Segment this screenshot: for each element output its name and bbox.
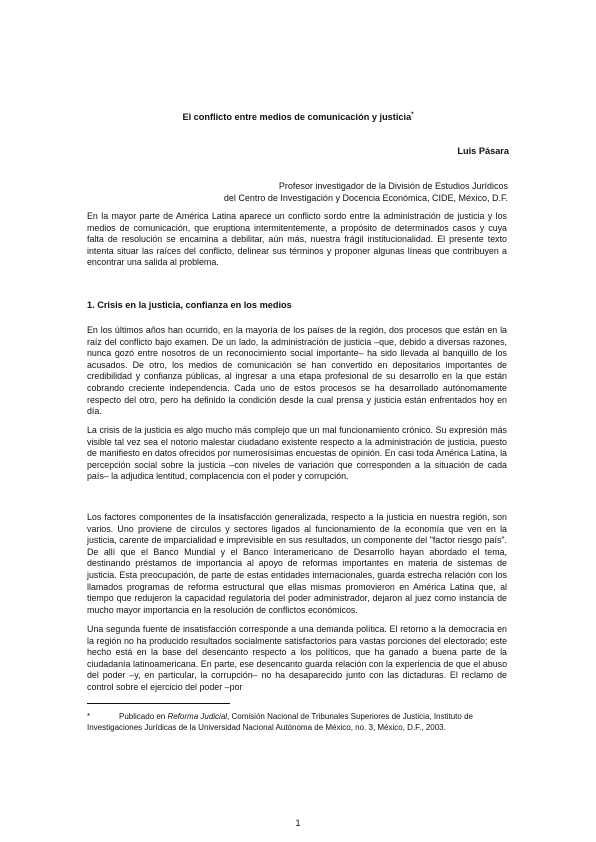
body-paragraph: Los factores componentes de la insatisfacción generalizada, respecto a la justicia en nuestra región, son varios. Uno proviene de círculos y sectores ligados al funcionamiento de la economía que ven en la justicia, carente de imparcialidad e imprevisible en sus resultados, un componente del "factor riesgo país". De allí que el Banco Mundial y el Banco Interamericano de Desarrollo hayan abordado el tema, destinando préstamos de importancia al apoyo de reformas importantes en materia de sistemas de justicia. Esta preocupación, de parte de estas entidades internacionales, guarda estrecha relación con los llamados programas de reforma estructural que ellas mismas promovieron en América Latina que, al tiempo que redujeron la capacidad regulatoria del poder administrador, dejaron al juez como instancia de mucho mayor importancia en la resolución de conflictos económicos. — [87, 512, 507, 615]
footnote-journal: Reforma Judicial — [167, 712, 228, 721]
article-title — [0, 112, 596, 122]
title-footnote-marker: * — [411, 111, 414, 118]
section-heading: 1. Crisis en la justicia, confianza en los medios — [87, 300, 292, 310]
title-text: El conflicto entre medios de comunicación y justicia — [182, 112, 412, 122]
page-number: 1 — [295, 818, 301, 828]
affiliation-line: del Centro de Investigación y Docencia Económica, CIDE, México, D.F. — [223, 193, 508, 203]
body-paragraph: La crisis de la justicia es algo mucho más complejo que un mal funcionamiento crónico. Su expresión más visible tal vez sea el notorio malestar ciudadano existente respecto a la administración de justicia, puesto de manifiesto en datos ofrecidos por numerosísimas encuestas de opinión. En casi toda América Latina, la percepción social sobre la justicia –con niveles de variación que corresponden a la situación de cada país– la adjudica lentitud, complacencia con el poder y corrupción. — [87, 425, 507, 482]
footnote-prefix: Publicado en — [119, 712, 168, 721]
footnote-separator — [87, 703, 230, 704]
footnote-rest: , Comisión Nacional de Tribunales Superiores de Justicia, Instituto de Investigaciones Jurídicas de la Universidad Nacional Autónoma de México, no. 3, México, D.F., 2003. — [87, 712, 473, 732]
footnote-marker: * — [87, 712, 91, 721]
author-affiliation — [108, 180, 508, 204]
affiliation-line: Profesor investigador de la División de Estudios Jurídicos — [278, 181, 508, 191]
body-paragraph: Una segunda fuente de insatisfacción corresponde a una demanda política. El retorno a la democracia en la región no ha producido resultados socialmente satisfactorios para vastas porciones del electorado; este hecho está en la base del desencanto respecto a los políticos, que ha ganado a buena parte de la ciudadanía latinoamericana. En parte, ese desencanto guarda relación con la experiencia de que el abuso del poder –y, en particular, la corrupción– no ha desaparecido junto con las dictaduras. El reclamo de control sobre el ejercicio del poder –por — [87, 624, 507, 692]
footnote — [87, 712, 507, 733]
abstract-paragraph: En la mayor parte de América Latina aparece un conflicto sordo entre la administración de justicia y los medios de comunicación, que eruptiona intermitentemente, a propósito de determinados casos y cuya falta de resolución se encamina a debilitar, aún más, nuestra frágil institucionalidad. El presente texto intenta situar las raíces del conflicto, delinear sus términos y proponer algunas líneas que contribuyen a encontrar una salida al problema. — [87, 211, 507, 268]
author-name: Luis Pásara — [457, 146, 509, 156]
body-paragraph: En los últimos años han ocurrido, en la mayoría de los países de la región, dos procesos que están en la raíz del conflicto bajo examen. De un lado, la administración de justicia –que, debido a diversas razones, nunca gozó entre nosotros de un reconocimiento social importante– ha sido llevada al banquillo de los acusados. De otro, los medios de comunicación se han convertido en depositarios importantes de credibilidad y confianza públicas, al ingresar a una etapa profesional de su desarrollo en la que están cobrando creciente independencia. Cada uno de estos procesos se ha desarrollado autónomamente respecto del otro, pero ha definido la condición desde la cual prensa y justicia están enfrentados hoy en día. — [87, 325, 507, 417]
